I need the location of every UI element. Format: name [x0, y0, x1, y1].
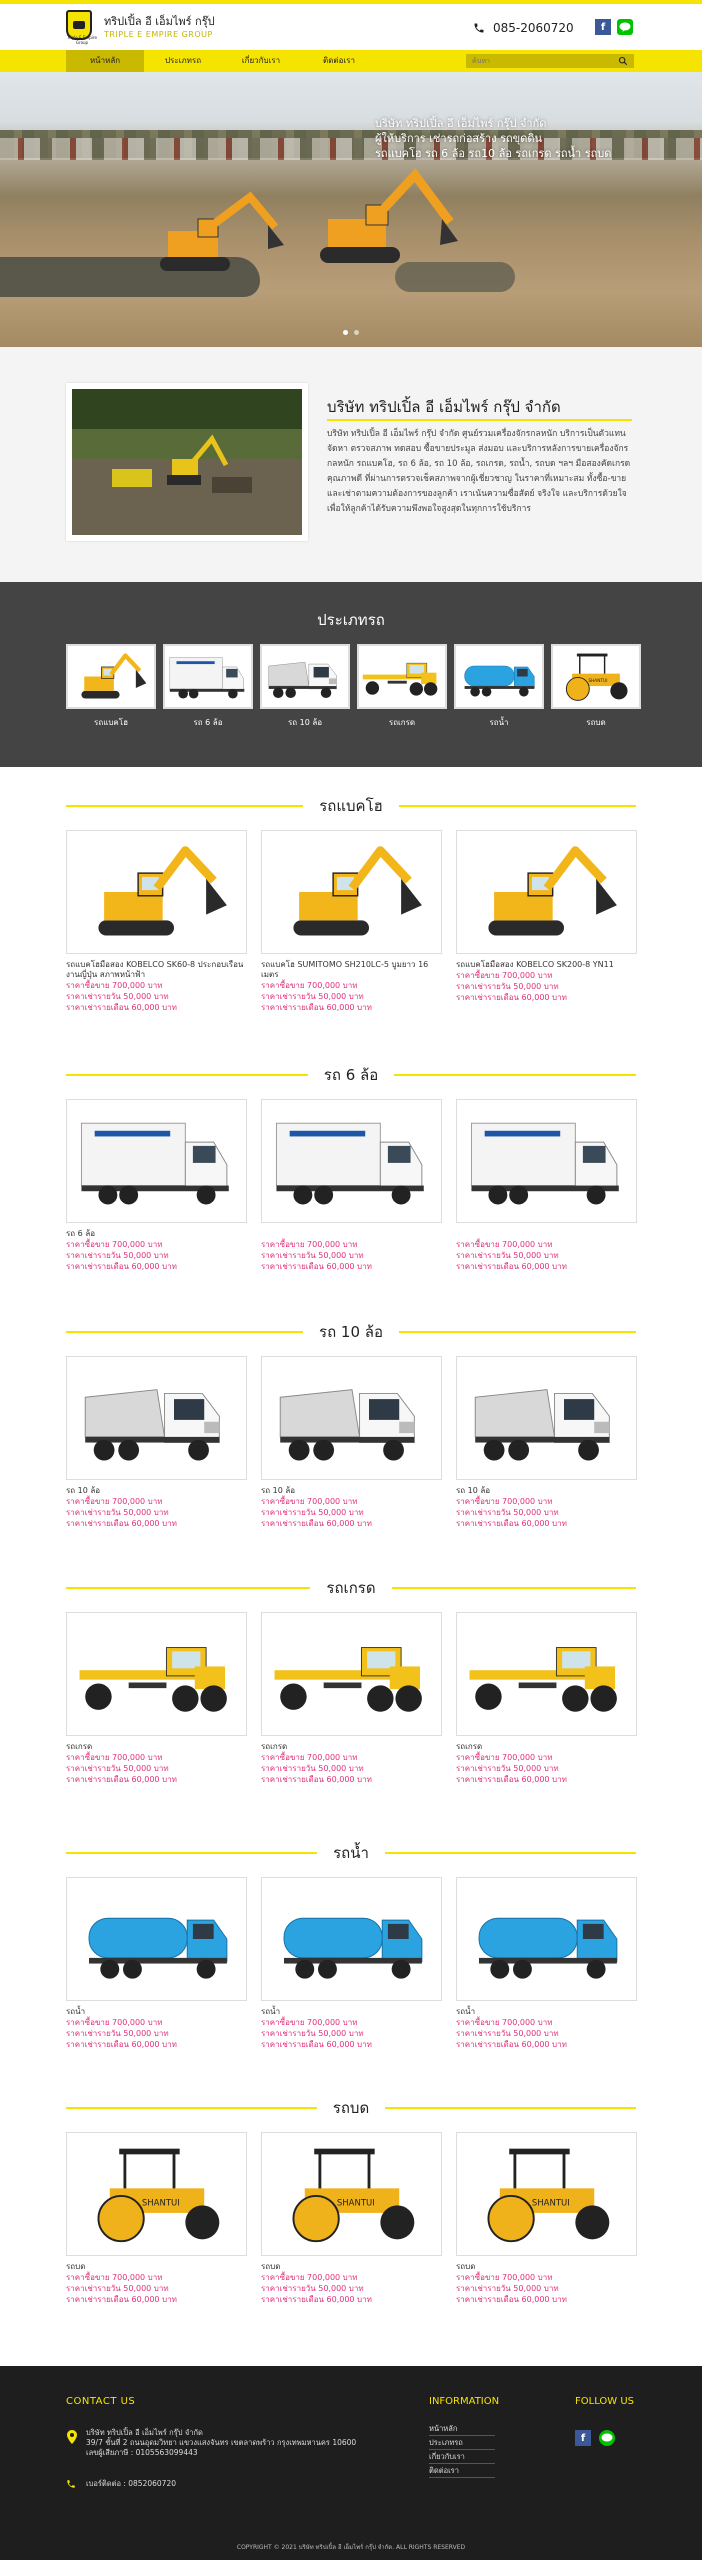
product-monthly-rent: ราคาเช่ารายเดือน 60,000 บาท — [261, 2295, 372, 2304]
product-row-truck6 — [66, 1099, 637, 1272]
product-card[interactable] — [456, 1356, 637, 1529]
category-label: รถ 6 ล้อ — [193, 718, 223, 727]
product-monthly-rent: ราคาเช่ารายเดือน 60,000 บาท — [261, 1262, 372, 1271]
section-title: รถน้ำ — [333, 1844, 369, 1862]
product-sale-price: ราคาซื้อขาย 700,000 บาท — [261, 2273, 358, 2282]
search-icon[interactable] — [618, 56, 628, 66]
footer-address-text: 39/7 ชั้นที่ 2 ถนนอุดมวิทยา แขวงแสงจันทร เขตลาดพร้าว กรุงเทพมหานคร 10600 — [86, 2438, 357, 2447]
product-row-truck10 — [66, 1356, 637, 1529]
footer-follow-heading: FOLLOW US — [575, 2396, 635, 2407]
nav-item-types[interactable]: ประเภทรถ — [164, 56, 202, 65]
product-name[interactable]: รถแบคโฮมือสอง KOBELCO SK200-8 YN11 — [456, 960, 614, 969]
truck10-icon — [260, 644, 350, 709]
product-sale-price: ราคาซื้อขาย 700,000 บาท — [66, 1240, 163, 1249]
category-item-grader[interactable] — [357, 644, 447, 729]
product-image-excavator[interactable] — [66, 830, 247, 954]
product-name[interactable]: รถ 10 ล้อ — [66, 1486, 101, 1495]
phone-icon — [473, 22, 485, 34]
product-sale-price: ราคาซื้อขาย 700,000 บาท — [261, 981, 358, 990]
product-card[interactable] — [66, 830, 247, 1013]
site-header — [0, 4, 702, 50]
product-image-excavator[interactable] — [456, 830, 637, 954]
product-card[interactable] — [261, 2132, 442, 2305]
product-monthly-rent: ราคาเช่ารายเดือน 60,000 บาท — [456, 1262, 567, 1271]
category-item-truck6[interactable] — [163, 644, 253, 729]
footer-link-about[interactable]: เกี่ยวกับเรา — [429, 2450, 495, 2464]
product-name[interactable]: รถ 10 ล้อ — [456, 1486, 491, 1495]
product-daily-rent: ราคาเช่ารายวัน 50,000 บาท — [456, 2029, 559, 2038]
line-icon[interactable] — [599, 2430, 615, 2446]
product-sale-price: ราคาซื้อขาย 700,000 บาท — [261, 1753, 358, 1762]
product-sale-price: ราคาซื้อขาย 700,000 บาท — [66, 2018, 163, 2027]
product-monthly-rent: ราคาเช่ารายเดือน 60,000 บาท — [456, 2295, 567, 2304]
product-daily-rent: ราคาเช่ารายวัน 50,000 บาท — [456, 2284, 559, 2293]
product-daily-rent: ราคาเช่ารายวัน 50,000 บาท — [66, 2284, 169, 2293]
brand-name-en: TRIPLE E EMPIRE GROUP — [104, 29, 213, 39]
footer-link-types[interactable]: ประเภทรถ — [429, 2436, 495, 2450]
logo-caption: Triple E Empire Group — [67, 35, 97, 45]
footer-address — [66, 2428, 356, 2458]
product-sale-price: ราคาซื้อขาย 700,000 บาท — [456, 971, 553, 980]
product-name[interactable]: รถเกรด — [261, 1742, 288, 1751]
product-monthly-rent: ราคาเช่ารายเดือน 60,000 บาท — [66, 1519, 177, 1528]
about-image — [66, 383, 308, 541]
product-daily-rent: ราคาเช่ารายวัน 50,000 บาท — [66, 1251, 169, 1260]
logo-badge-icon — [66, 10, 97, 45]
brand-name-th: ทริปเปิ้ล อี เอ็มไพร์ กรุ๊ป — [104, 14, 215, 28]
category-label: รถ 10 ล้อ — [287, 718, 323, 727]
product-image-truck6[interactable] — [261, 1099, 442, 1223]
product-monthly-rent: ราคาเช่ารายเดือน 60,000 บาท — [261, 1519, 372, 1528]
product-sale-price: ราคาซื้อขาย 700,000 บาท — [456, 1497, 553, 1506]
roller-icon — [551, 644, 641, 709]
product-image-excavator[interactable] — [261, 830, 442, 954]
category-item-roller[interactable] — [551, 644, 641, 729]
product-sale-price: ราคาซื้อขาย 700,000 บาท — [66, 2273, 163, 2282]
product-sale-price: ราคาซื้อขาย 700,000 บาท — [261, 1240, 358, 1249]
section-heading-roller — [66, 2098, 636, 2118]
category-item-truck10[interactable] — [260, 644, 350, 729]
footer-link-contact[interactable]: ติดต่อเรา — [429, 2464, 495, 2478]
product-daily-rent: ราคาเช่ารายวัน 50,000 บาท — [66, 1764, 169, 1773]
facebook-icon[interactable]: f — [575, 2430, 591, 2446]
product-name[interactable]: รถน้ำ — [66, 2007, 86, 2016]
footer-tax-id: เลขผู้เสียภาษี : 0105563099443 — [86, 2448, 198, 2457]
product-monthly-rent: ราคาเช่ารายเดือน 60,000 บาท — [261, 1003, 372, 1012]
main-nav — [0, 50, 702, 72]
product-daily-rent: ราคาเช่ารายวัน 50,000 บาท — [261, 2284, 364, 2293]
hero-text — [375, 116, 675, 161]
product-name[interactable]: รถน้ำ — [456, 2007, 476, 2016]
product-monthly-rent: ราคาเช่ารายเดือน 60,000 บาท — [66, 1262, 177, 1271]
product-card[interactable] — [261, 1612, 442, 1785]
nav-item-home[interactable]: หน้าหลัก — [66, 50, 144, 72]
hero-line-2: ผู้ให้บริการ เช่ารถก่อสร้าง รถขุดดิน — [375, 132, 542, 145]
section-title: รถ 6 ล้อ — [323, 1066, 379, 1084]
svg-text:SHANTUI: SHANTUI — [531, 2198, 570, 2209]
category-label: รถบด — [586, 718, 606, 727]
section-heading-grader — [66, 1578, 636, 1598]
section-heading-water — [66, 1843, 636, 1863]
category-label: รถน้ำ — [489, 718, 509, 727]
product-image-truck10[interactable] — [66, 1356, 247, 1480]
product-image-water[interactable] — [261, 1877, 442, 2001]
product-daily-rent: ราคาเช่ารายวัน 50,000 บาท — [456, 982, 559, 991]
footer-link-home[interactable]: หน้าหลัก — [429, 2422, 495, 2436]
product-sale-price: ราคาซื้อขาย 700,000 บาท — [66, 981, 163, 990]
product-image-roller[interactable] — [456, 2132, 637, 2256]
product-card[interactable] — [261, 1877, 442, 2050]
product-image-truck10[interactable] — [456, 1356, 637, 1480]
slider-dot-1[interactable] — [343, 330, 348, 335]
product-row-water — [66, 1877, 637, 2050]
product-monthly-rent: ราคาเช่ารายเดือน 60,000 บาท — [66, 1003, 177, 1012]
section-heading-excavator — [66, 796, 636, 816]
product-daily-rent: ราคาเช่ารายวัน 50,000 บาท — [456, 1764, 559, 1773]
product-name[interactable]: รถแบคโฮมือสอง KOBELCO SK60-8 ประกอบเรือนงานญี่ปุ่น สภาพหน้าฟ้า — [66, 960, 244, 979]
footer-company: บริษัท ทริปเปิ้ล อี เอ็มไพร์ กรุ๊ป จำกัด — [86, 2428, 203, 2437]
truck6-icon — [163, 644, 253, 709]
product-image-truck10[interactable] — [261, 1356, 442, 1480]
nav-item-contact[interactable]: ติดต่อเรา — [323, 56, 355, 65]
product-monthly-rent: ราคาเช่ารายเดือน 60,000 บาท — [66, 1775, 177, 1784]
product-card[interactable] — [261, 830, 442, 1013]
product-sale-price: ราคาซื้อขาย 700,000 บาท — [261, 2018, 358, 2027]
search-box — [466, 54, 634, 68]
product-daily-rent: ราคาเช่ารายวัน 50,000 บาท — [261, 2029, 364, 2038]
product-daily-rent: ราคาเช่ารายวัน 50,000 บาท — [66, 992, 169, 1001]
product-image-water[interactable] — [66, 1877, 247, 2001]
product-monthly-rent: ราคาเช่ารายเดือน 60,000 บาท — [456, 993, 567, 1002]
product-image-truck6[interactable] — [456, 1099, 637, 1223]
facebook-icon[interactable]: f — [595, 19, 611, 35]
product-card[interactable] — [456, 1099, 637, 1272]
product-card[interactable] — [456, 2132, 637, 2305]
svg-text:SHANTUI: SHANTUI — [141, 2198, 180, 2209]
phone-icon — [66, 2479, 76, 2489]
footer-phone[interactable] — [66, 2478, 176, 2490]
product-sale-price: ราคาซื้อขาย 700,000 บาท — [456, 2018, 553, 2027]
product-card[interactable] — [261, 1099, 442, 1272]
product-name[interactable]: รถน้ำ — [261, 2007, 281, 2016]
hero-line-1: บริษัท ทริปเปิ้ล อี เอ็มไพร์ กรุ๊ป จำกัด — [375, 117, 547, 130]
product-sale-price: ราคาซื้อขาย 700,000 บาท — [456, 2273, 553, 2282]
slider-dots — [0, 330, 702, 335]
product-monthly-rent: ราคาเช่ารายเดือน 60,000 บาท — [66, 2295, 177, 2304]
about-title: บริษัท ทริปเปิ้ล อี เอ็มไพร์ กรุ๊ป จำกัด — [327, 398, 561, 416]
product-monthly-rent: ราคาเช่ารายเดือน 60,000 บาท — [261, 1775, 372, 1784]
product-card[interactable] — [261, 1356, 442, 1529]
product-card[interactable] — [66, 2132, 247, 2305]
product-row-roller — [66, 2132, 637, 2305]
footer-contact-heading: CONTACT US — [66, 2396, 136, 2407]
product-name[interactable]: รถ 6 ล้อ — [66, 1229, 96, 1238]
product-monthly-rent: ราคาเช่ารายเดือน 60,000 บาท — [66, 2040, 177, 2049]
svg-text:SHANTUI: SHANTUI — [588, 679, 608, 685]
product-image-grader[interactable] — [261, 1612, 442, 1736]
product-image-roller[interactable] — [261, 2132, 442, 2256]
product-name[interactable]: รถแบคโฮ SUMITOMO SH210LC-5 บูมยาว 16 เมตร — [261, 960, 429, 979]
category-item-water[interactable] — [454, 644, 544, 729]
header-phone-number: 085-2060720 — [493, 21, 574, 35]
product-name[interactable] — [261, 1229, 442, 1239]
category-item-excavator[interactable] — [66, 644, 156, 729]
product-card[interactable] — [66, 1877, 247, 2050]
product-name[interactable] — [456, 1229, 637, 1239]
about-body: บริษัท ทริปเปิ้ล อี เอ็มไพร์ กรุ๊ป จำกัด ศูนย์รวมเครื่องจักรกลหนัก บริการเป็นตัวแทนจัดหา ตรวจสภาพ ทดสอบ ซื้อขายประมูล ส่งมอบ และบริการหลังการขายเครื่องจักรกลหนัก รถแบคโฮ, รถ 6 ล้อ, รถ 10 ล้อ, รถเกรด, รถน้ำ, รถบด ฯลฯ มือสองคัดเกรด คุณภาพดี ที่ผ่านการตรวจเช็คสภาพจากผู้เชี่ยวชาญ ในราคาที่เหมาะสม ทั้งซื้อ-ขายและเช่าตามความต้องการของลูกค้า เราเน้นความซื่อสัตย์ จริงใจ และบริการด้วยใจ เพื่อให้ลูกค้าได้รับความพึงพอใจสูงสุดในทุกการใช้บริการ — [327, 429, 631, 514]
water-icon — [454, 644, 544, 709]
about-title-underline — [327, 419, 632, 421]
hero-excavator-image — [150, 187, 290, 282]
product-image-grader[interactable] — [66, 1612, 247, 1736]
product-sale-price: ราคาซื้อขาย 700,000 บาท — [66, 1753, 163, 1762]
product-row-grader — [66, 1612, 637, 1785]
product-monthly-rent: ราคาเช่ารายเดือน 60,000 บาท — [456, 1519, 567, 1528]
section-title: รถ 10 ล้อ — [319, 1323, 383, 1341]
product-daily-rent: ราคาเช่ารายวัน 50,000 บาท — [261, 1251, 364, 1260]
product-monthly-rent: ราคาเช่ารายเดือน 60,000 บาท — [261, 2040, 372, 2049]
hero-banner[interactable] — [0, 72, 702, 347]
hero-line-3: รถแบคโฮ รถ 6 ล้อ รถ10 ล้อ รถเกรด รถน้ำ รถบด — [375, 147, 612, 160]
product-monthly-rent: ราคาเช่ารายเดือน 60,000 บาท — [456, 2040, 567, 2049]
product-image-roller[interactable] — [66, 2132, 247, 2256]
product-image-truck6[interactable] — [66, 1099, 247, 1223]
section-title: รถบด — [332, 2099, 370, 2117]
product-card[interactable] — [456, 1877, 637, 2050]
product-daily-rent: ราคาเช่ารายวัน 50,000 บาท — [66, 1508, 169, 1517]
about-section — [0, 347, 702, 582]
product-sale-price: ราคาซื้อขาย 700,000 บาท — [456, 1240, 553, 1249]
product-daily-rent: ราคาเช่ารายวัน 50,000 บาท — [261, 1764, 364, 1773]
footer-phone-text: เบอร์ติดต่อ : 0852060720 — [86, 2479, 176, 2488]
nav-item-about[interactable]: เกี่ยวกับเรา — [241, 56, 281, 65]
product-daily-rent: ราคาเช่ารายวัน 50,000 บาท — [261, 1508, 364, 1517]
product-card[interactable] — [66, 1099, 247, 1272]
product-name[interactable]: รถบด — [456, 2262, 476, 2271]
copyright: COPYRIGHT © 2021 บริษัท ทริปเปิ้ล อี เอ็มไพร์ กรุ๊ป จำกัด. ALL RIGHTS RESERVED — [236, 2544, 466, 2551]
footer-info-heading: INFORMATION — [429, 2396, 500, 2407]
category-label: รถแบคโฮ — [94, 718, 128, 727]
product-card[interactable] — [66, 1612, 247, 1785]
product-name[interactable]: รถเกรด — [456, 1742, 483, 1751]
product-card[interactable] — [456, 830, 637, 1013]
header-phone[interactable] — [473, 21, 574, 35]
logo[interactable] — [66, 10, 215, 45]
product-image-water[interactable] — [456, 1877, 637, 2001]
product-card[interactable] — [456, 1612, 637, 1785]
product-name[interactable]: รถเกรด — [66, 1742, 93, 1751]
product-sale-price: ราคาซื้อขาย 700,000 บาท — [456, 1753, 553, 1762]
location-pin-icon — [66, 2430, 78, 2444]
product-name[interactable]: รถบด — [66, 2262, 86, 2271]
slider-dot-2[interactable] — [354, 330, 359, 335]
product-name[interactable]: รถบด — [261, 2262, 281, 2271]
search-input[interactable] — [472, 57, 612, 65]
product-sale-price: ราคาซื้อขาย 700,000 บาท — [66, 1497, 163, 1506]
product-daily-rent: ราคาเช่ารายวัน 50,000 บาท — [456, 1508, 559, 1517]
product-name[interactable]: รถ 10 ล้อ — [261, 1486, 296, 1495]
about-excavator-image — [72, 389, 302, 535]
categories-section — [0, 582, 702, 767]
product-monthly-rent: ราคาเช่ารายเดือน 60,000 บาท — [456, 1775, 567, 1784]
product-sale-price: ราคาซื้อขาย 700,000 บาท — [261, 1497, 358, 1506]
categories-title: ประเภทรถ — [317, 611, 385, 629]
line-icon[interactable] — [617, 19, 633, 35]
svg-text:SHANTUI: SHANTUI — [336, 2198, 375, 2209]
product-row-excavator — [66, 830, 637, 1013]
product-image-grader[interactable] — [456, 1612, 637, 1736]
product-card[interactable] — [66, 1356, 247, 1529]
section-title: รถแบคโฮ — [319, 797, 383, 815]
section-title: รถเกรด — [326, 1579, 376, 1597]
product-daily-rent: ราคาเช่ารายวัน 50,000 บาท — [456, 1251, 559, 1260]
hero-excavator-image-2 — [300, 167, 460, 277]
section-heading-truck6 — [66, 1065, 636, 1085]
site-footer — [0, 2366, 702, 2560]
excavator-icon — [66, 644, 156, 709]
category-label: รถเกรด — [388, 718, 416, 727]
product-daily-rent: ราคาเช่ารายวัน 50,000 บาท — [261, 992, 364, 1001]
product-daily-rent: ราคาเช่ารายวัน 50,000 บาท — [66, 2029, 169, 2038]
section-heading-truck10 — [66, 1322, 636, 1342]
grader-icon — [357, 644, 447, 709]
